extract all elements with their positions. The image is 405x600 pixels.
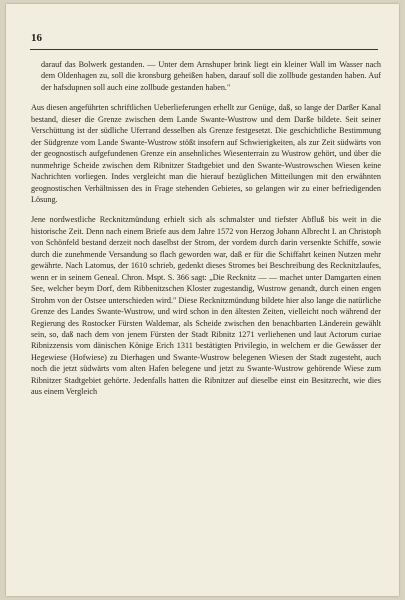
header-rule [30,49,378,50]
paragraph-recknitz-mouth: Jene nordwestliche Recknitzmündung erhielt sich als schmalster und tiefster Abfluß bis weit in die historische Zeit. Denn nach einem Briefe aus dem Jahre 1572 von Herzog Johann Albrecht I. an Christoph von Schönfeld bestand derzeit noch daselbst der Strom, der vordem durch darin versenkte Schiffe, sowie durch die zunehmende Versandung so flach geworden war, daß er für die Schiffahrt keinen Nutzen mehr gewährte. Nach Latomus, der 1610 schrieb, gedenkt dieses Stromes bei Beschreibung des Recknitzlaufes, wenn er in seinem Geneal. Chron. Mspt. S. 366 sagt: „Die Recknitz — — machet unter Damgarten einen See, welcher beym Dorf, dem Ribbenitzschen Kloster zugestandig, Wustrow genandt, durch einen engen Strohm von der Ostsee unterschieden wird." Diese Recknitzmündung bildete hier also lange die natürliche Grenze des Landes Swante-Wustrow, und wird schon in den ältesten Zeiten, vielleicht noch während der Regierung des Rostocker Fürsten Waldemar, als Scheide zwischen den benachbarten Länderein gewählt sein, so, daß nach dem von jenem Fürsten der Stadt Ribnitz 1271 verliehenen und laut Actorum curiae Ribnizzensis vom dänischen Könige Erich 1311 bestätigten Privilegio, in welchem er die Gewässer der Hegewiese (Hofwiese) zu Dierhagen und Swante-Wustrow belegenen Wiesen der Stadt zugesteht, auch noch die jetzt südwärts vom alten Hafen belegene und jetzt zu Swante-Wustrow gehörende Wiese zum Ribnitzer Stadtgebiet gehörte. Jedenfalls hatten die Ribnitzer auf dieselbe einst ein Besitzrecht, wie dies aus einem Vergleich [31,215,381,397]
body-text [31,59,381,407]
page-number: 16 [31,32,42,44]
paragraph-quote-end: darauf das Bolwerk gestanden. — Unter dem Arnshuper brink liegt ein kleiner Wall im Wasser nach dem Oldenhagen zu, soll die kronsburg geheißen haben, darauf soll die zollbude gestanden haben. Auf der hafsdupnen soll auch eine zollbude gestanden haben." [41,60,381,92]
book-page [6,4,399,596]
paragraph-border-sources: Aus diesen angeführten schriftlichen Ueberlieferungen erhellt zur Genüge, daß, so lange der Darßer Kanal bestand, dieser die Grenze zwischen dem Lande Swante-Wustrow und dem Darße bildete. Seit seiner Verschüttung ist der südliche Uferrand desselben als Grenze festgesetzt. Die geschichtliche Bestimmung der Südgrenze vom Lande Swante-Wustrow stößt insofern auf Schwierigkeiten, als zur Zeit südwärts von der geognostisch aufgefundenen Grenze ein ansehnliches Wiesenterrain zu Wustrow gehört, und über die nunmehrige Scheide zwischen dem Ribnitzer Stadtgebiet und den Swante-Wustrowschen Wiesen keine Nachrichten vorliegen. Indes vergleicht man die hierauf bezüglichen Mitteilungen mit den erwähnten geognostischen Verhältnissen des in Frage stehenden Gebietes, so gelangen wir zu einer befriedigenden Lösung. [31,103,381,204]
